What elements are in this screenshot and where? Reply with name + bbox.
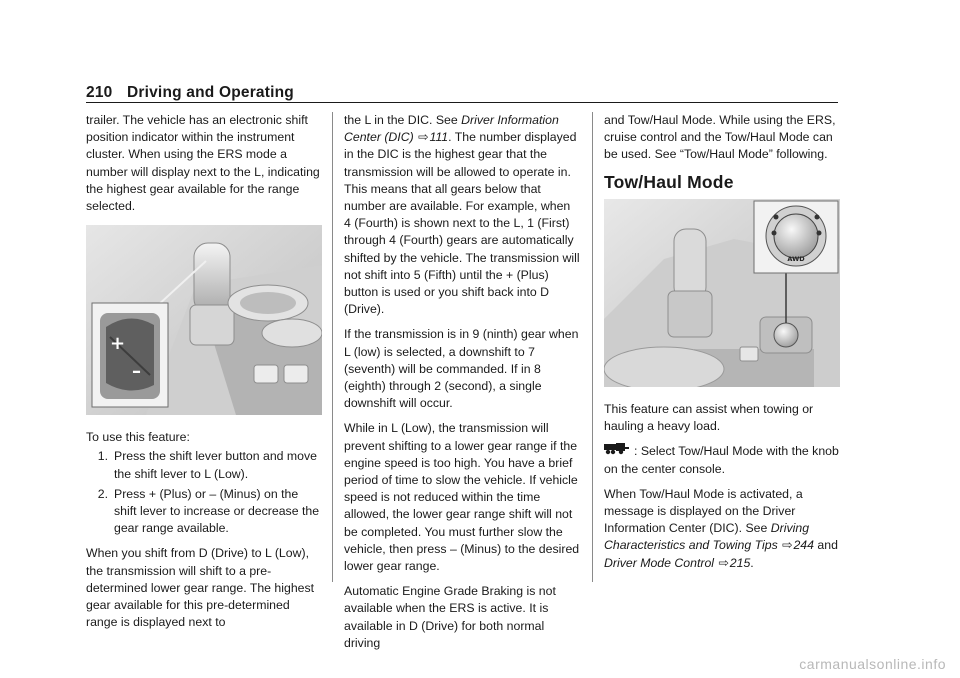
step-number: 2. <box>97 486 108 501</box>
steps-list <box>86 448 322 537</box>
col3-paragraph-1: and Tow/Haul Mode. While using the ERS, cruise control and the Tow/Haul Mode can be used. See “Tow/Haul Mode” following. <box>604 113 836 162</box>
col3-paragraph-4 <box>604 486 840 572</box>
section-heading: Tow/Haul Mode <box>604 171 734 192</box>
col3-paragraph-3 <box>604 443 840 478</box>
step-text: Press the shift lever button and move the shift lever to L (Low). <box>114 449 318 481</box>
column-1 <box>86 112 322 639</box>
minus-symbol: – <box>132 361 141 383</box>
section-title: Driving and Operating <box>126 84 294 101</box>
column-divider-2 <box>592 112 593 582</box>
shift-lever-illustration <box>86 225 322 415</box>
step-text: Press + (Plus) or – (Minus) on the shift lever to increase or decrease the gear range available. <box>114 486 320 536</box>
page-ref-arrow-icon: ⇨ <box>418 130 429 145</box>
col2-paragraph-3: While in L (Low), the transmission will prevent shifting to a lower gear range if the engine speed is too high. You have a brief period of time to slow the vehicle. If vehicle speed is not reduced within the time allowed, the lower gear range shift will not be completed. You must further slow the vehicle, then press – (Minus) to the desired lower gear range. <box>344 421 580 574</box>
ref-title: Driving Characteristics and Towing Tips <box>604 521 810 553</box>
text: the L in the DIC. See <box>344 113 462 127</box>
plus-symbol: + <box>110 333 126 355</box>
col1-paragraph-2: When you shift from D (Drive) to L (Low), the transmission will shift to a pre-determined lower gear range. The highest gear available for this pre-determined range is displayed next to <box>86 546 315 630</box>
col2-paragraph-1 <box>344 112 580 318</box>
ref-title: Driver Information Center (DIC) <box>344 113 559 145</box>
awd-label: AWD <box>787 254 805 263</box>
text: . <box>750 555 754 570</box>
text: When Tow/Haul Mode is activated, a message is displayed on the Driver Information Center (DIC). See <box>604 486 803 536</box>
column-divider-1 <box>332 112 333 582</box>
watermark: carmanualsonline.info <box>799 656 946 672</box>
column-3 <box>604 112 840 580</box>
col3-paragraph-2: This feature can assist when towing or hauling a heavy load. <box>604 401 814 434</box>
ref-page: 111 <box>429 130 449 145</box>
page-ref-arrow-icon: ⇨ <box>718 555 729 570</box>
step-number: 1. <box>97 449 108 464</box>
col1-paragraph-1: trailer. The vehicle has an electronic shift position indicator within the instrument cluster. When using the ERS mode a number will display next to the L, indicating the highest gear available for the range selected. <box>86 113 320 214</box>
ref-title: Driver Mode Control <box>604 555 715 570</box>
col1-intro: To use this feature: <box>86 430 190 445</box>
list-item <box>86 448 322 482</box>
tow-haul-knob-illustration <box>604 199 840 387</box>
ref-page: 244 <box>793 538 814 553</box>
driver-mode-reference-link[interactable] <box>604 556 750 570</box>
shift-lever-figure <box>86 225 322 415</box>
tow-haul-figure <box>604 199 840 387</box>
col2-paragraph-2: If the transmission is in 9 (ninth) gear when L (low) is selected, a downshift to 7 (seventh) will be commanded. If in 8 (eighth) through 2 (second), a single downshift will occur. <box>344 327 579 411</box>
col2-paragraph-4: Automatic Engine Grade Braking is not available when the ERS is active. It is available in D (Drive) for both normal driving <box>344 584 556 650</box>
tow-haul-icon <box>604 443 630 460</box>
ref-page: 215 <box>729 555 751 570</box>
page-number: 210 <box>86 84 113 101</box>
page-header <box>86 84 294 102</box>
header-rule <box>86 102 838 103</box>
list-item <box>86 486 322 538</box>
text: . The number displayed in the DIC is the highest gear that the transmission will be allowed to operate in. This means that all gears below that number are available. For example, when 4 (Fourth) is shown next to the L, 1 (First) through 4 (Fourth) gears are automatically shifted by the vehicle. The transmission will not shift into 5 (Fifth) until the + (Plus) button is used or you shift back into D (Drive). <box>344 130 580 317</box>
text: and <box>813 538 838 553</box>
text: : Select Tow/Haul Mode with the knob on the center console. <box>604 444 839 476</box>
column-2 <box>344 112 580 660</box>
page-ref-arrow-icon: ⇨ <box>782 538 793 553</box>
